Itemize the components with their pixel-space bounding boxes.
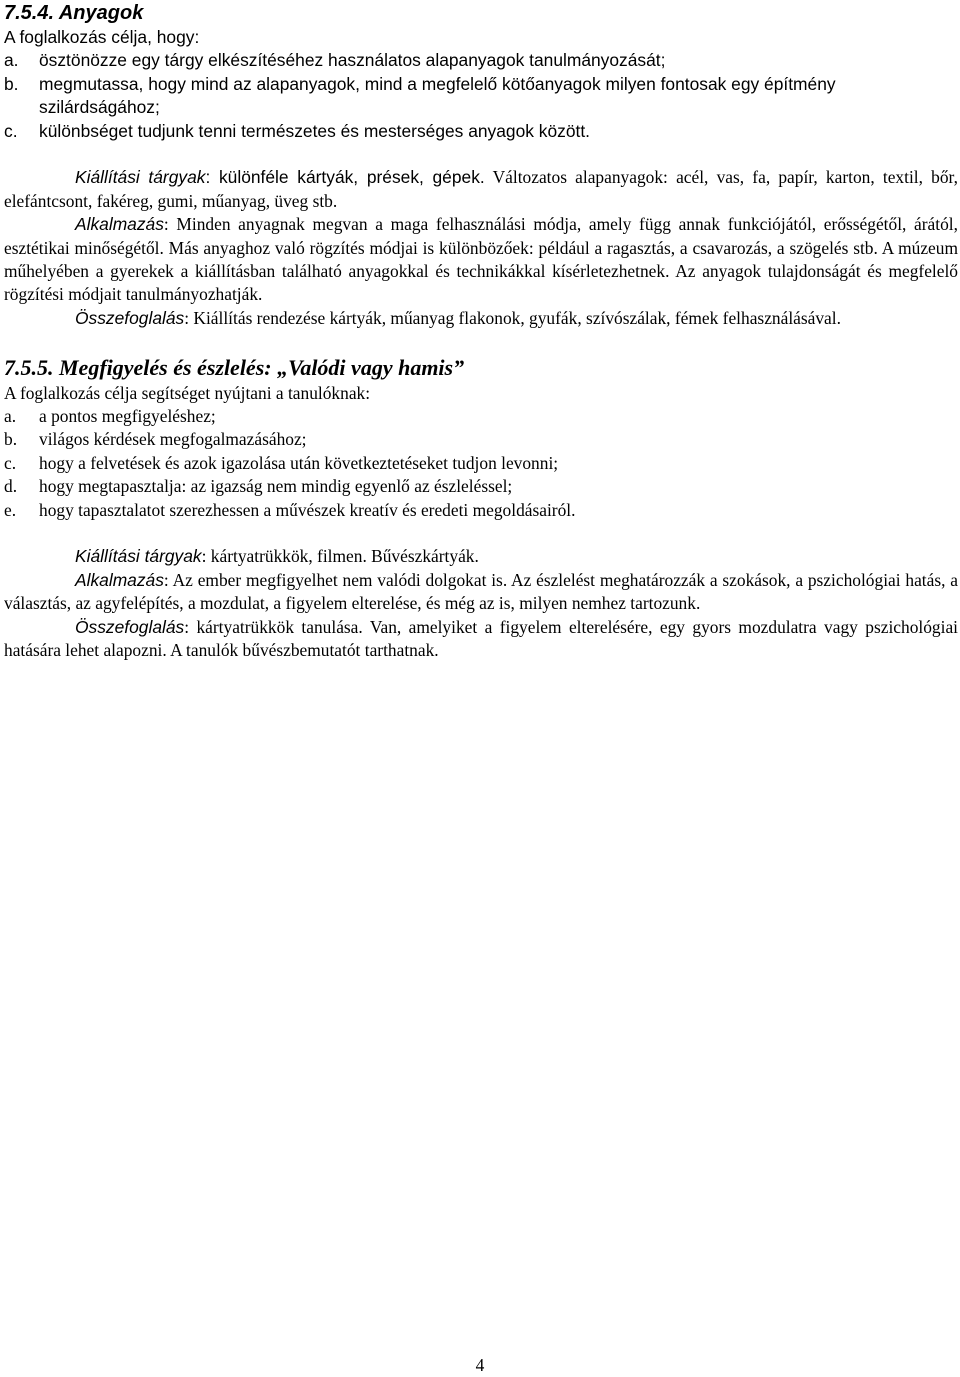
application-paragraph	[4, 569, 958, 616]
summary-text: : Kiállítás rendezése kártyák, műanyag flakonok, gyufák, szívószálak, fémek felhasználásával.	[184, 307, 841, 328]
application-label: Alkalmazás	[75, 214, 164, 235]
goal-list	[4, 405, 958, 522]
application-label: Alkalmazás	[75, 569, 164, 590]
goal-list	[4, 49, 958, 143]
list-item	[4, 428, 958, 451]
summary-paragraph	[4, 307, 958, 330]
exhibits-label: Kiállítási tárgyak	[75, 167, 206, 188]
list-item-text: ösztönözze egy tárgy elkészítéséhez használatos alapanyagok tanulmányozását;	[39, 50, 666, 71]
application-text: : Minden anyagnak megvan a maga felhasználási módja, amely függ annak funkciójától, erősségétől, árától, esztétikai minőségétől. Más anyaghoz való rögzítés módjai is különbözőek: például a ragasztás, a csavarozás, a szögelés stb. A múzeum műhelyében a gyerekek a kiállításban található anyagokkal és technikákkal kísérletezhetnek. Az anyagok tulajdonságát és megfelelő rögzítési módjait tanulmányozhatják.	[4, 214, 958, 305]
exhibits-label: Kiállítási tárgyak	[75, 546, 202, 567]
application-text: : Az ember megfigyelhet nem valódi dolgokat is. Az észlelést meghatározzák a szokások, a pszichológiai hatás, a választás, az agyfelépítés, a mozdulat, a figyelem elterelése, és még az is, milyen nemhez tartozunk.	[4, 569, 958, 614]
list-item	[4, 120, 958, 143]
list-item-text: a pontos megfigyeléshez;	[39, 406, 216, 427]
list-item-label: a.	[4, 406, 17, 427]
list-item-text: világos kérdések megfogalmazásához;	[39, 429, 307, 450]
list-item-label: d.	[4, 476, 18, 497]
list-item	[4, 499, 958, 522]
exhibits-text: : különféle kártyák, prések, gépek.	[205, 167, 485, 188]
exhibits-text: : kártyatrükkök, filmen. Bűvészkártyák.	[201, 546, 479, 567]
exhibits-paragraph	[4, 166, 958, 213]
list-item-text: megmutassa, hogy mind az alapanyagok, mind a megfelelő kötőanyagok milyen fontosak egy építmény szilárdságához;	[39, 73, 836, 118]
list-item-label: c.	[4, 452, 17, 473]
application-paragraph	[4, 213, 958, 307]
section-intro: A foglalkozás célja segítséget nyújtani a tanulóknak:	[4, 382, 371, 403]
list-item-label: b.	[4, 429, 18, 450]
list-item-label: b.	[4, 73, 19, 94]
list-item-text: hogy megtapasztalja: az igazság nem mindig egyenlő az észleléssel;	[39, 476, 513, 497]
list-item-label: e.	[4, 499, 17, 520]
list-item-label: c.	[4, 120, 18, 141]
exhibits-paragraph	[4, 545, 958, 568]
list-item	[4, 49, 958, 72]
summary-text: : kártyatrükkök tanulása. Van, amelyiket a figyelem elterelésére, egy gyors mozdulatra vagy pszichológiai hatására lehet alapozni. A tanulók bűvészbemutatót tarthatnak.	[4, 616, 958, 661]
summary-label: Összefoglalás	[75, 307, 185, 328]
list-item	[4, 475, 958, 498]
exhibits-more: Változatos alapanyagok: acél, vas, fa, papír, karton, textil, bőr, elefántcsont, fakéreg, gumi, műanyag, üveg stb.	[4, 167, 958, 211]
page-number: 4	[475, 1355, 485, 1375]
summary-paragraph	[4, 616, 958, 663]
list-item-text: különbséget tudjunk tenni természetes és mesterséges anyagok között.	[39, 120, 591, 141]
document-page	[4, 0, 958, 663]
section-heading-megfigyeles: 7.5.5. Megfigyelés és észlelés: „Valódi vagy hamis”	[4, 354, 465, 380]
list-item	[4, 73, 958, 120]
list-item-text: hogy a felvetések és azok igazolása után következtetéseket tudjon levonni;	[39, 452, 559, 473]
list-item	[4, 452, 958, 475]
list-item	[4, 405, 958, 428]
list-item-text: hogy tapasztalatot szerezhessen a művészek kreatív és eredeti megoldásairól.	[39, 499, 576, 520]
section-intro: A foglalkozás célja, hogy:	[4, 27, 200, 47]
section-heading-anyagok: 7.5.4. Anyagok	[4, 2, 144, 24]
summary-label: Összefoglalás	[75, 616, 185, 637]
list-item-label: a.	[4, 50, 19, 71]
